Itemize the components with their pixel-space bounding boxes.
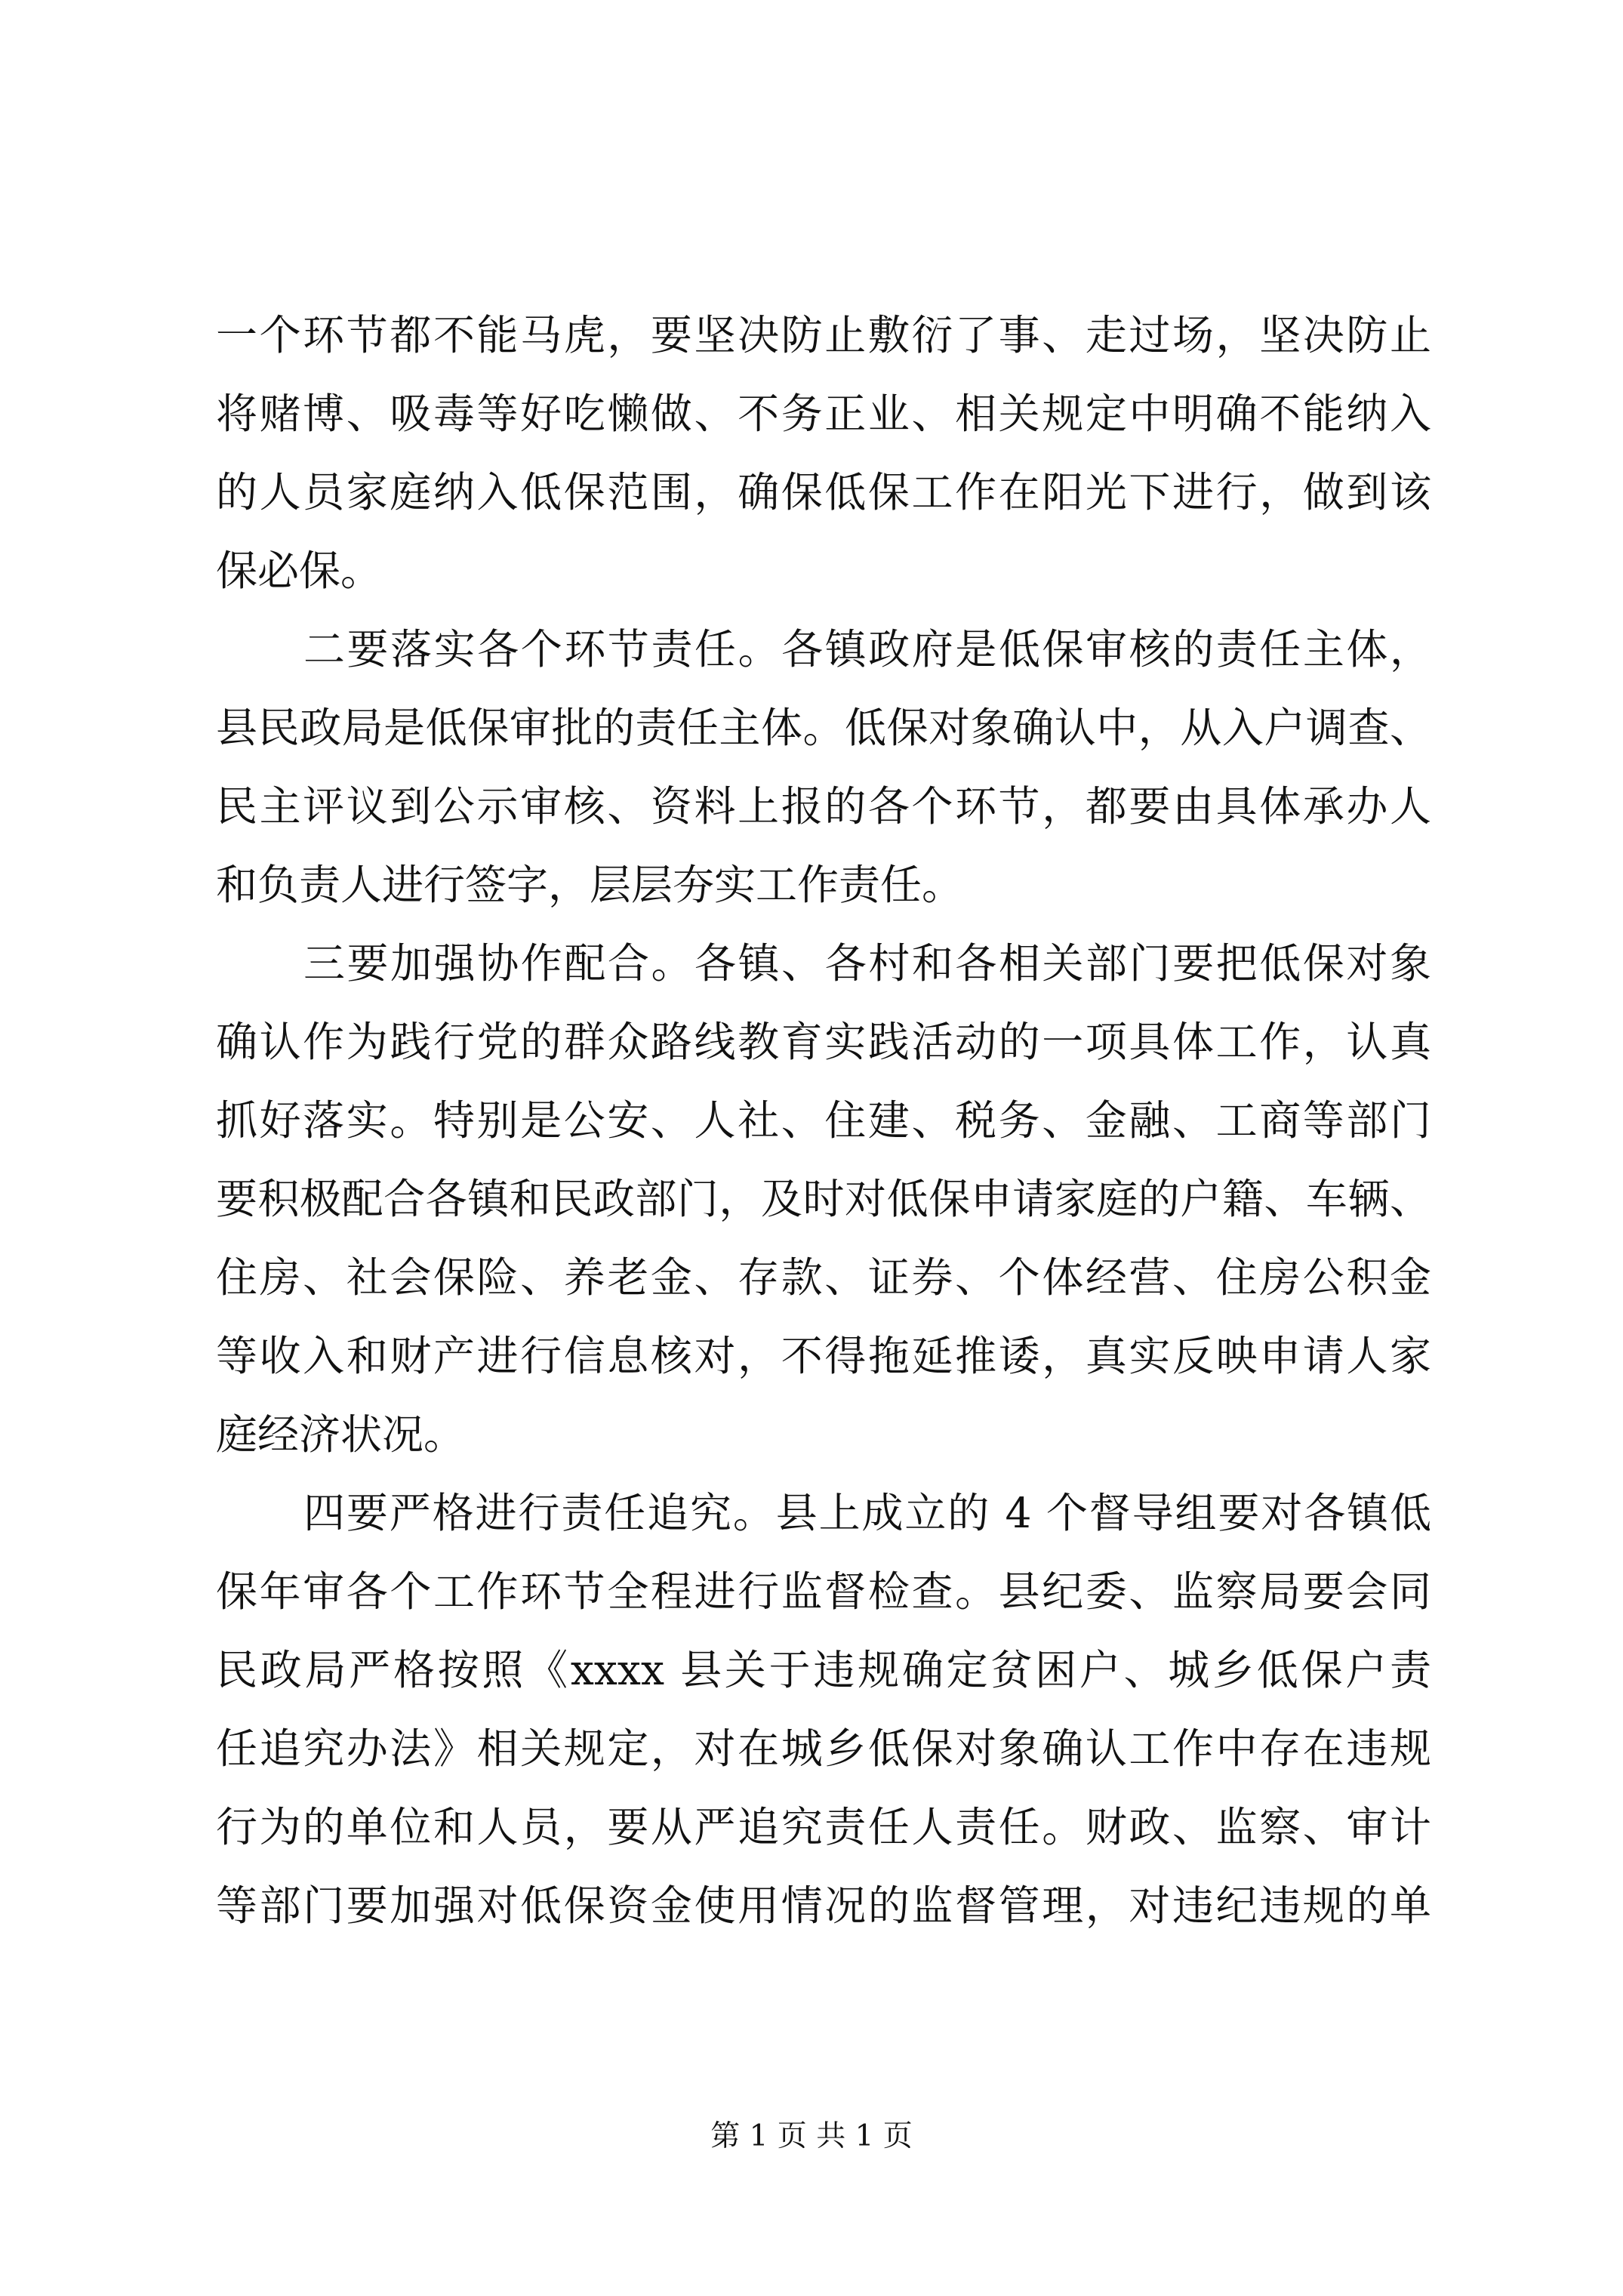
document-body — [216, 296, 1431, 1945]
text-line: 确认作为践行党的群众路线教育实践活动的一项具体工作，认真 — [216, 1018, 1431, 1066]
text-line: 等收入和财产进行信息核对，不得拖延推诿，真实反映申请人家 — [216, 1332, 1431, 1380]
text-line: 任追究办法》相关规定，对在城乡低保对象确认工作中存在违规 — [216, 1724, 1431, 1773]
page-footer: 第 1 页 共 1 页 — [710, 2119, 913, 2153]
text-line: 民主评议到公示审核、资料上报的各个环节，都要由具体承办人 — [216, 782, 1431, 831]
text-line: 行为的单位和人员，要从严追究责任人责任。财政、监察、审计 — [216, 1803, 1431, 1851]
text-line: 庭经济状况。 — [216, 1410, 466, 1459]
text-line: 和负责人进行签字，层层夯实工作责任。 — [216, 861, 964, 909]
text-line: 一个环节都不能马虎，要坚决防止敷衍了事、走过场，坚决防止 — [216, 311, 1431, 359]
text-line: 要积极配合各镇和民政部门，及时对低保申请家庭的户籍、车辆、 — [216, 1175, 1431, 1223]
paragraph-first-line: 二要落实各个环节责任。各镇政府是低保审核的责任主体， — [303, 625, 1431, 673]
text-line: 县民政局是低保审批的责任主体。低保对象确认中，从入户调查、 — [216, 704, 1431, 752]
text-line: 的人员家庭纳入低保范围，确保低保工作在阳光下进行，做到该 — [216, 468, 1431, 516]
text-line: 等部门要加强对低保资金使用情况的监督管理，对违纪违规的单 — [216, 1881, 1431, 1930]
text-line: 将赌博、吸毒等好吃懒做、不务正业、相关规定中明确不能纳入 — [216, 390, 1431, 438]
text-line: 民政局严格按照《xxxx 县关于违规确定贫困户、城乡低保户责 — [216, 1646, 1431, 1694]
paragraph-first-line: 四要严格进行责任追究。县上成立的 4 个督导组要对各镇低 — [303, 1489, 1431, 1537]
paragraph-first-line: 三要加强协作配合。各镇、各村和各相关部门要把低保对象 — [303, 939, 1431, 988]
text-line: 保必保。 — [216, 547, 383, 595]
text-line: 抓好落实。特别是公安、人社、住建、税务、金融、工商等部门 — [216, 1096, 1431, 1145]
text-line: 住房、社会保险、养老金、存款、证券、个体经营、住房公积金 — [216, 1253, 1431, 1302]
text-line: 保年审各个工作环节全程进行监督检查。县纪委、监察局要会同 — [216, 1567, 1431, 1616]
